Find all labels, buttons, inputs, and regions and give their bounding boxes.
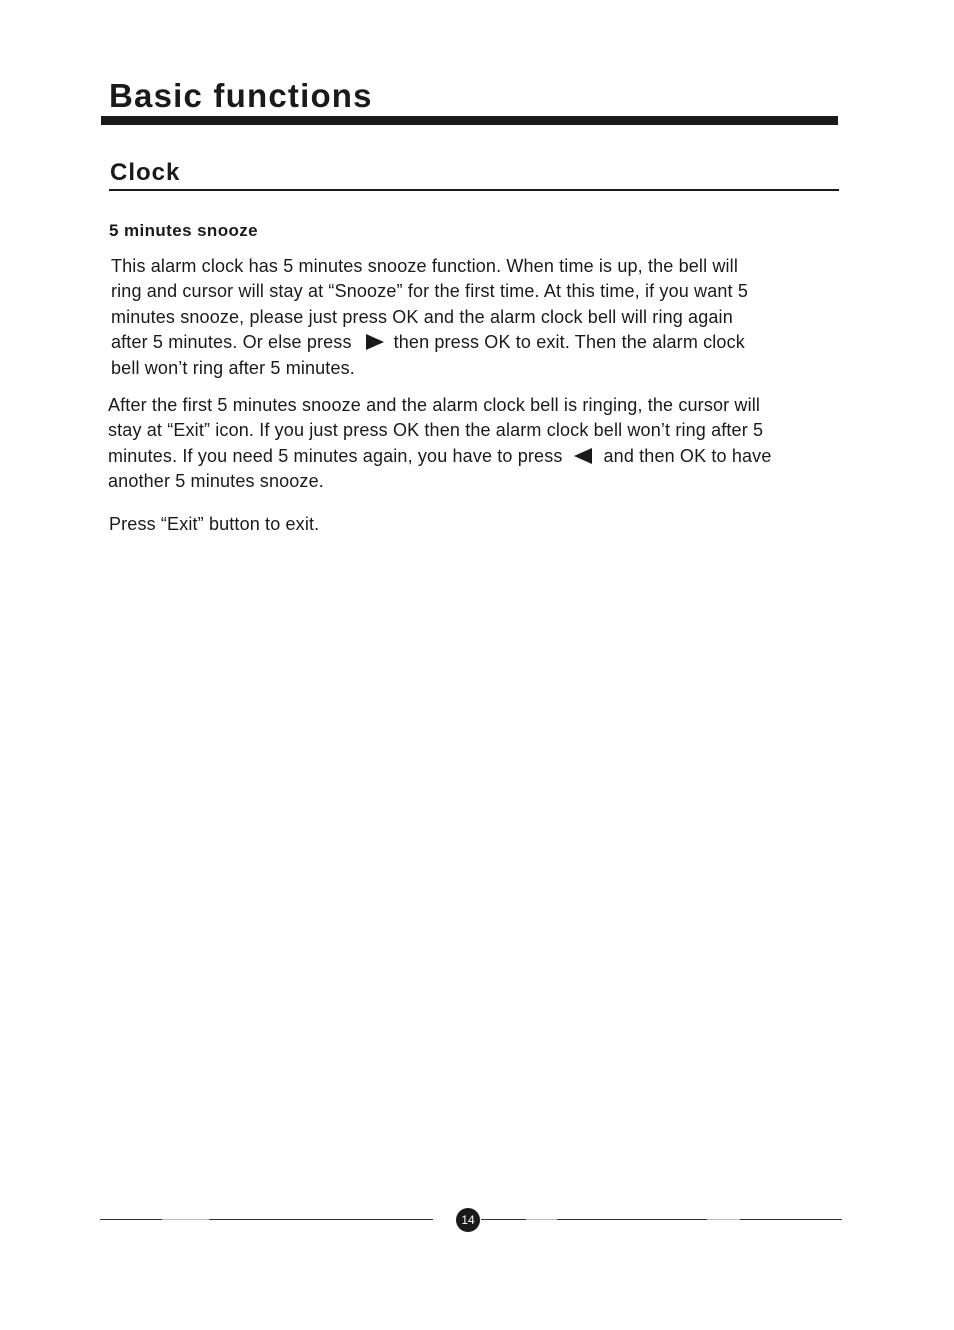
subsection-title: 5 minutes snooze [109,221,259,240]
exit-instruction-paragraph [109,512,319,537]
paragraph-text: and then OK to have [603,445,772,466]
footer-rule-segment [209,1219,433,1220]
right-arrow-icon [366,334,384,350]
footer-rule-segment [557,1219,707,1220]
second-snooze-paragraph [108,393,772,495]
paragraph-line [111,330,748,355]
paragraph-line: another 5 minutes snooze. [108,471,324,492]
paragraph-line: Press “Exit” button to exit. [109,514,320,534]
paragraph-line: After the first 5 minutes snooze and the alarm clock bell is ringing, the cursor will [108,395,761,415]
footer-rule-segment [740,1219,842,1220]
paragraph-text: minutes. If you need 5 minutes again, you have to press [108,445,563,466]
paragraph-line [108,444,772,469]
snooze-description-paragraph [111,254,748,381]
footer-rule-segment [707,1219,740,1220]
paragraph-text: then press OK to exit. Then the alarm clock [393,332,745,353]
footer-rule-segment [526,1219,557,1220]
paragraph-line: stay at “Exit” icon. If you just press OK then the alarm clock bell won’t ring after 5 [108,420,764,441]
paragraph-line: This alarm clock has 5 minutes snooze function. When time is up, the bell will [111,256,738,276]
page-title: Basic functions [109,77,373,114]
paragraph-line: ring and cursor will stay at “Snooze” for the first time. At this time, if you want 5 [111,281,748,302]
title-rule [101,116,838,125]
section-rule [109,189,839,191]
paragraph-line: minutes snooze, please just press OK and the alarm clock bell will ring again [111,306,733,327]
footer-rule-segment [481,1219,526,1220]
page-number-badge: 14 [456,1208,480,1232]
paragraph-text: after 5 minutes. Or else press [111,332,352,353]
footer-rule-segment [100,1219,162,1220]
footer-rule-segment [162,1219,209,1220]
paragraph-line: bell won’t ring after 5 minutes. [111,357,355,378]
section-title: Clock [110,159,181,186]
left-arrow-icon [574,448,592,464]
